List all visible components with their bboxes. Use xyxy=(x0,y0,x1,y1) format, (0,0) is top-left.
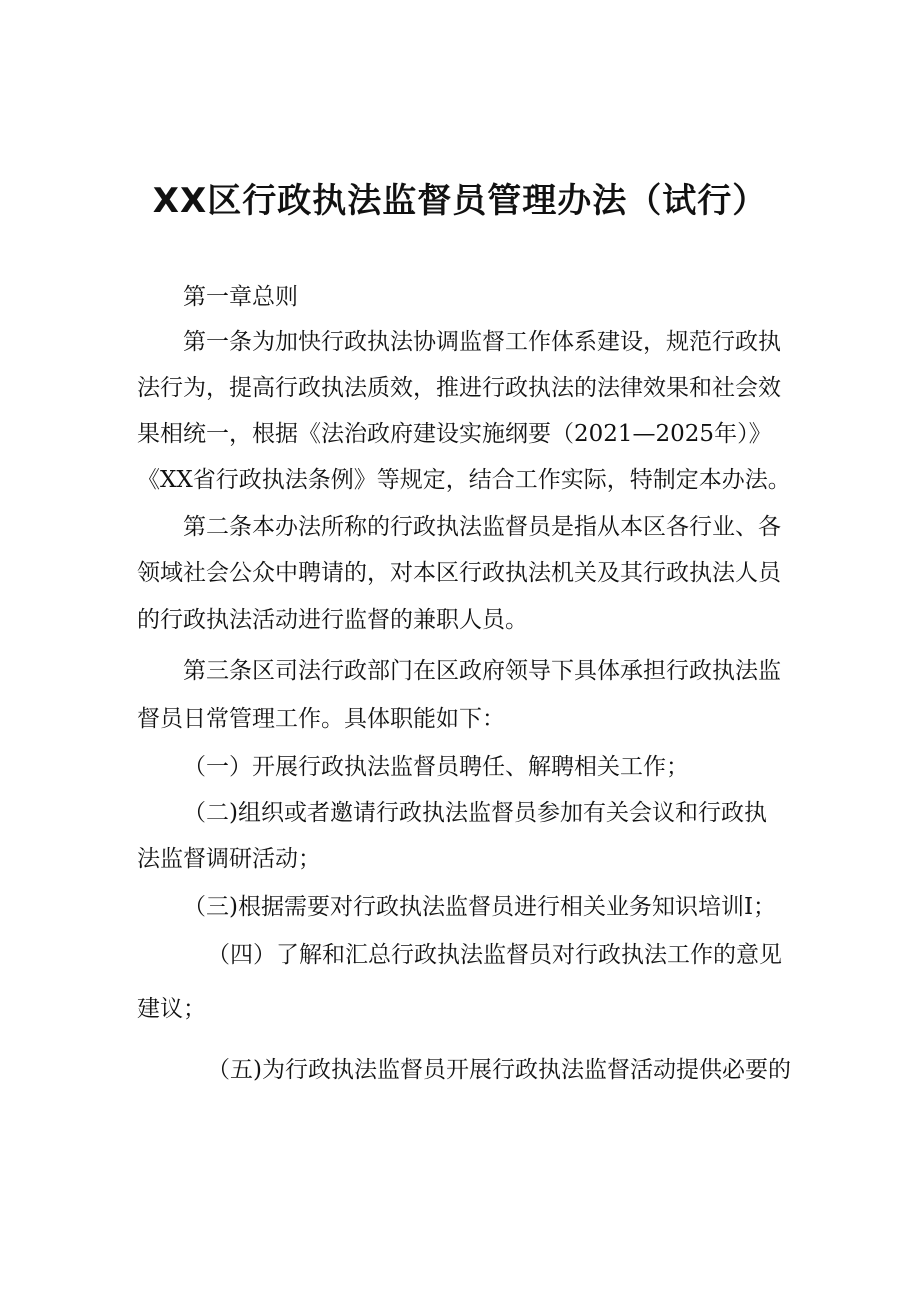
paragraph-line: 第二条本办法所称的行政执法监督员是指从本区各行业、各 xyxy=(183,514,781,540)
chapter-heading: 第一章总则 xyxy=(183,284,298,310)
paragraph-line: 的行政执法活动进行监督的兼职人员。 xyxy=(137,607,528,633)
list-item-continuation: 法监督调研活动； xyxy=(137,846,321,872)
paragraph-line: 督员日常管理工作。具体职能如下： xyxy=(137,706,505,732)
list-item-continuation: 建议； xyxy=(137,996,206,1022)
paragraph-line: 领域社会公众中聘请的，对本区行政执法机关及其行政执法人员 xyxy=(137,560,781,586)
list-item: （二)组织或者邀请行政执法监督员参加有关会议和行政执 xyxy=(183,800,767,826)
list-item: （五)为行政执法监督员开展行政执法监督活动提供必要的 xyxy=(207,1057,791,1083)
paragraph-line: 法行为，提高行政执法质效，推进行政执法的法律效果和社会效 xyxy=(137,375,781,401)
paragraph-line: 果相统一，根据《法治政府建设实施纲要（2021—2025年）》 xyxy=(137,421,772,447)
paragraph-line: 第一条为加快行政执法协调监督工作体系建设，规范行政执 xyxy=(183,329,781,355)
list-item: （四）了解和汇总行政执法监督员对行政执法工作的意见 xyxy=(207,942,782,968)
list-item: （三)根据需要对行政执法监督员进行相关业务知识培训I； xyxy=(183,894,777,920)
list-item: （一）开展行政执法监督员聘任、解聘相关工作； xyxy=(183,754,689,780)
paragraph-line: 《XX省行政执法条例》等规定，结合工作实际，特制定本办法。 xyxy=(137,467,791,493)
paragraph-line: 第三条区司法行政部门在区政府领导下具体承担行政执法监 xyxy=(183,658,781,684)
document-title: XX区行政执法监督员管理办法（试行） xyxy=(152,181,768,221)
